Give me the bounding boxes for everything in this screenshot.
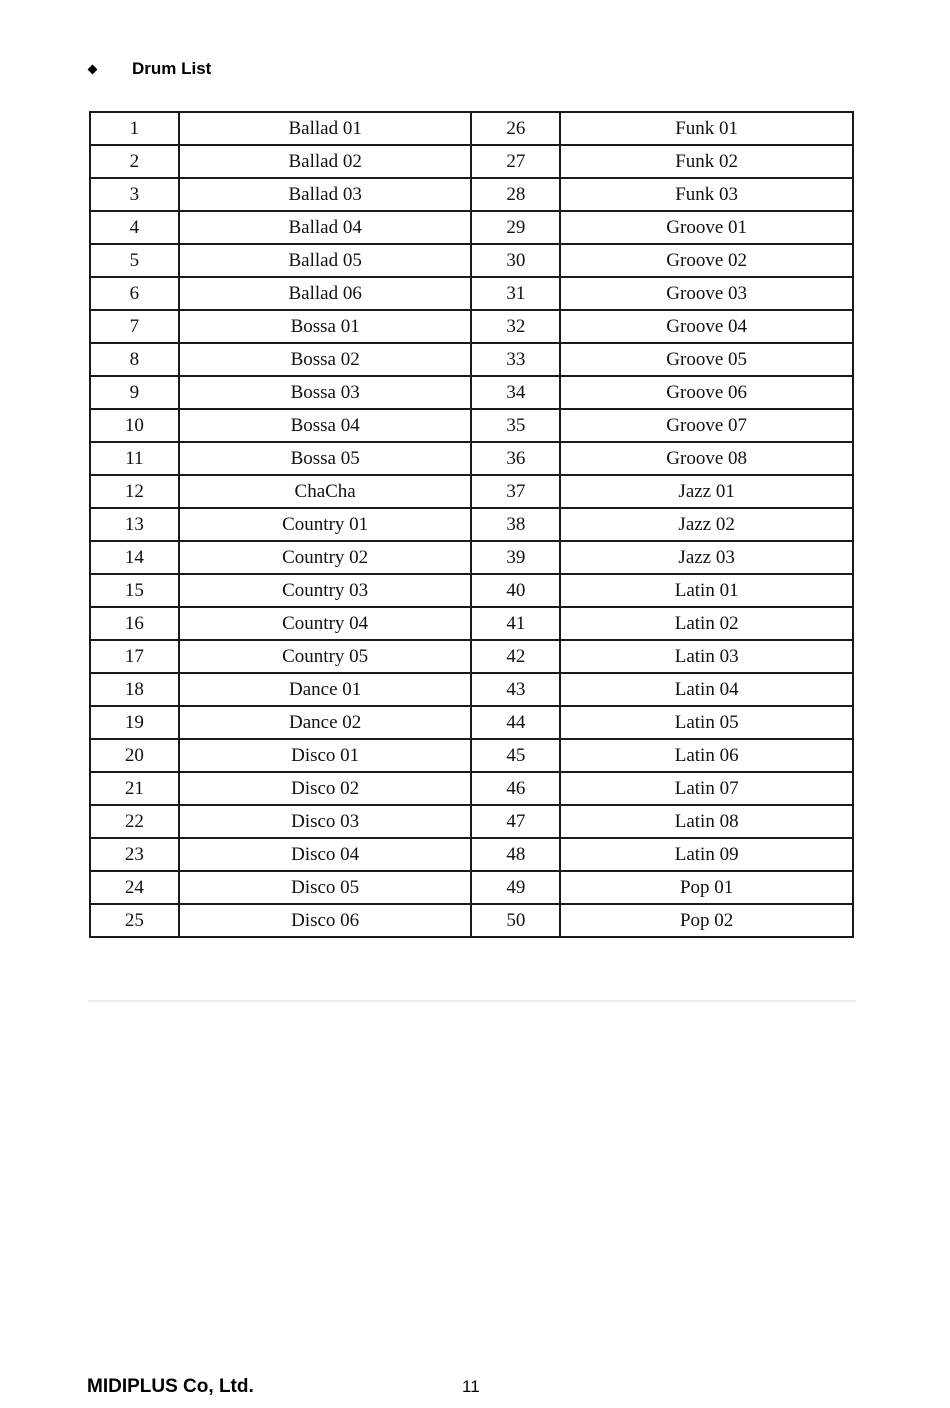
drum-name-cell: Groove 02: [560, 244, 853, 277]
table-row: [90, 508, 853, 541]
table-row: [90, 310, 853, 343]
drum-name-cell: Latin 08: [560, 805, 853, 838]
drum-name-cell: Groove 08: [560, 442, 853, 475]
drum-number-cell: 22: [90, 805, 179, 838]
drum-number-cell: 34: [471, 376, 560, 409]
drum-name-cell: Jazz 01: [560, 475, 853, 508]
drum-name-cell: Ballad 03: [179, 178, 472, 211]
section-title: Drum List: [132, 59, 212, 78]
drum-number-cell: 28: [471, 178, 560, 211]
drum-name-cell: Latin 06: [560, 739, 853, 772]
table-row: [90, 409, 853, 442]
drum-name-cell: Jazz 03: [560, 541, 853, 574]
drum-number-cell: 49: [471, 871, 560, 904]
drum-name-cell: Groove 03: [560, 277, 853, 310]
drum-number-cell: 33: [471, 343, 560, 376]
drum-name-cell: Latin 01: [560, 574, 853, 607]
drum-number-cell: 40: [471, 574, 560, 607]
table-row: [90, 343, 853, 376]
diamond-bullet-icon: [88, 64, 98, 74]
table-row: [90, 541, 853, 574]
drum-number-cell: 3: [90, 178, 179, 211]
drum-name-cell: ChaCha: [179, 475, 472, 508]
table-shadow-divider: [88, 1000, 856, 1002]
drum-number-cell: 50: [471, 904, 560, 937]
table-row: [90, 772, 853, 805]
table-row: [90, 706, 853, 739]
drum-name-cell: Country 05: [179, 640, 472, 673]
drum-name-cell: Ballad 06: [179, 277, 472, 310]
drum-name-cell: Groove 06: [560, 376, 853, 409]
drum-name-cell: Bossa 01: [179, 310, 472, 343]
drum-name-cell: Country 01: [179, 508, 472, 541]
drum-number-cell: 41: [471, 607, 560, 640]
drum-number-cell: 39: [471, 541, 560, 574]
drum-number-cell: 10: [90, 409, 179, 442]
drum-number-cell: 4: [90, 211, 179, 244]
drum-number-cell: 36: [471, 442, 560, 475]
drum-name-cell: Latin 03: [560, 640, 853, 673]
drum-name-cell: Bossa 04: [179, 409, 472, 442]
drum-name-cell: Latin 05: [560, 706, 853, 739]
drum-number-cell: 29: [471, 211, 560, 244]
drum-name-cell: Disco 05: [179, 871, 472, 904]
table-row: [90, 640, 853, 673]
drum-name-cell: Groove 07: [560, 409, 853, 442]
table-row: [90, 739, 853, 772]
drum-name-cell: Dance 02: [179, 706, 472, 739]
drum-number-cell: 26: [471, 112, 560, 145]
drum-number-cell: 31: [471, 277, 560, 310]
footer-page-number: 11: [462, 1377, 480, 1396]
drum-name-cell: Pop 01: [560, 871, 853, 904]
table-row: [90, 673, 853, 706]
drum-name-cell: Disco 04: [179, 838, 472, 871]
drum-list-body: [90, 112, 853, 937]
drum-name-cell: Country 02: [179, 541, 472, 574]
table-row: [90, 475, 853, 508]
drum-name-cell: Latin 04: [560, 673, 853, 706]
drum-list-table: [89, 111, 854, 938]
drum-name-cell: Bossa 02: [179, 343, 472, 376]
footer-company: MIDIPLUS Co, Ltd.: [87, 1376, 254, 1397]
table-row: [90, 838, 853, 871]
drum-number-cell: 37: [471, 475, 560, 508]
table-row: [90, 211, 853, 244]
drum-number-cell: 14: [90, 541, 179, 574]
drum-number-cell: 24: [90, 871, 179, 904]
drum-name-cell: Bossa 05: [179, 442, 472, 475]
drum-number-cell: 30: [471, 244, 560, 277]
table-row: [90, 145, 853, 178]
drum-number-cell: 23: [90, 838, 179, 871]
drum-number-cell: 5: [90, 244, 179, 277]
drum-name-cell: Disco 06: [179, 904, 472, 937]
drum-number-cell: 48: [471, 838, 560, 871]
table-row: [90, 178, 853, 211]
drum-number-cell: 47: [471, 805, 560, 838]
drum-number-cell: 18: [90, 673, 179, 706]
drum-number-cell: 9: [90, 376, 179, 409]
drum-name-cell: Funk 03: [560, 178, 853, 211]
drum-name-cell: Disco 01: [179, 739, 472, 772]
drum-name-cell: Dance 01: [179, 673, 472, 706]
table-row: [90, 376, 853, 409]
section-header: [88, 57, 211, 81]
drum-number-cell: 13: [90, 508, 179, 541]
drum-name-cell: Pop 02: [560, 904, 853, 937]
drum-number-cell: 11: [90, 442, 179, 475]
drum-number-cell: 1: [90, 112, 179, 145]
table-row: [90, 442, 853, 475]
table-row: [90, 871, 853, 904]
table-row: [90, 607, 853, 640]
drum-number-cell: 43: [471, 673, 560, 706]
drum-name-cell: Country 04: [179, 607, 472, 640]
drum-name-cell: Ballad 02: [179, 145, 472, 178]
drum-number-cell: 46: [471, 772, 560, 805]
drum-number-cell: 8: [90, 343, 179, 376]
drum-name-cell: Groove 04: [560, 310, 853, 343]
drum-number-cell: 44: [471, 706, 560, 739]
drum-number-cell: 45: [471, 739, 560, 772]
drum-number-cell: 2: [90, 145, 179, 178]
drum-number-cell: 38: [471, 508, 560, 541]
drum-name-cell: Country 03: [179, 574, 472, 607]
drum-name-cell: Ballad 01: [179, 112, 472, 145]
table-row: [90, 112, 853, 145]
drum-number-cell: 35: [471, 409, 560, 442]
drum-name-cell: Latin 09: [560, 838, 853, 871]
table-row: [90, 805, 853, 838]
drum-number-cell: 27: [471, 145, 560, 178]
drum-number-cell: 21: [90, 772, 179, 805]
drum-name-cell: Latin 07: [560, 772, 853, 805]
table-row: [90, 904, 853, 937]
drum-number-cell: 7: [90, 310, 179, 343]
drum-name-cell: Ballad 05: [179, 244, 472, 277]
drum-name-cell: Latin 02: [560, 607, 853, 640]
table-row: [90, 574, 853, 607]
drum-name-cell: Ballad 04: [179, 211, 472, 244]
drum-number-cell: 15: [90, 574, 179, 607]
drum-name-cell: Disco 02: [179, 772, 472, 805]
drum-number-cell: 19: [90, 706, 179, 739]
drum-name-cell: Bossa 03: [179, 376, 472, 409]
drum-number-cell: 16: [90, 607, 179, 640]
drum-number-cell: 42: [471, 640, 560, 673]
drum-number-cell: 25: [90, 904, 179, 937]
drum-name-cell: Disco 03: [179, 805, 472, 838]
drum-name-cell: Jazz 02: [560, 508, 853, 541]
drum-number-cell: 17: [90, 640, 179, 673]
drum-name-cell: Groove 01: [560, 211, 853, 244]
drum-number-cell: 12: [90, 475, 179, 508]
drum-number-cell: 32: [471, 310, 560, 343]
drum-name-cell: Funk 02: [560, 145, 853, 178]
table-row: [90, 277, 853, 310]
drum-number-cell: 20: [90, 739, 179, 772]
drum-name-cell: Funk 01: [560, 112, 853, 145]
table-row: [90, 244, 853, 277]
drum-number-cell: 6: [90, 277, 179, 310]
drum-name-cell: Groove 05: [560, 343, 853, 376]
